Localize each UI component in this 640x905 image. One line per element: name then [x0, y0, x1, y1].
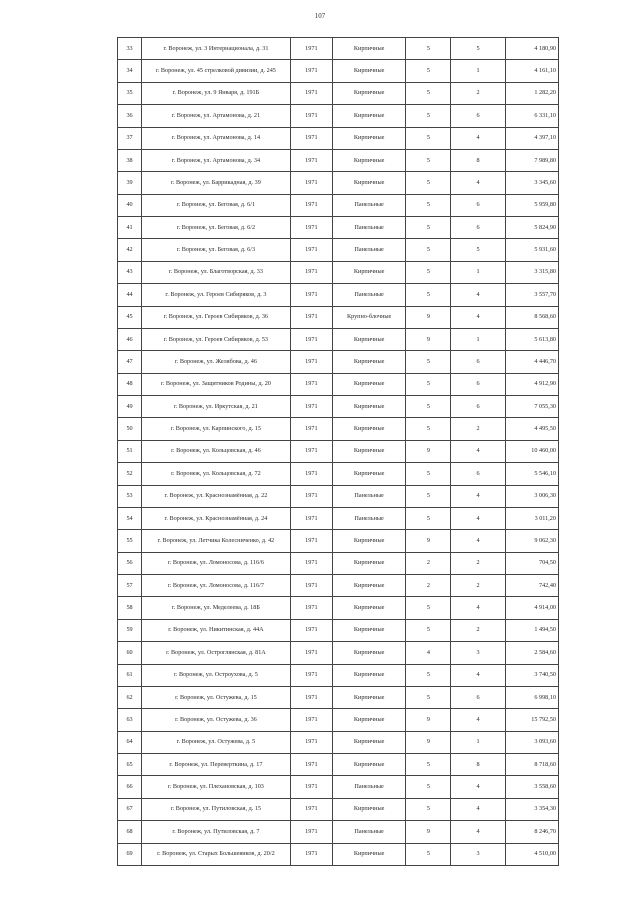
entrances-cell: 4: [451, 664, 505, 686]
wall-material-cell: Кирпичные: [332, 328, 405, 350]
address-cell: г. Воронеж, ул. Остужева, д. 5: [142, 731, 291, 753]
entrances-cell: 3: [451, 843, 505, 865]
row-number: 39: [118, 172, 142, 194]
table-row: [118, 38, 559, 60]
row-number: 48: [118, 373, 142, 395]
address-cell: г. Воронеж, ул. 45 стрелковой дивизии, д. 245: [142, 60, 291, 82]
row-number: 46: [118, 328, 142, 350]
year-cell: 1971: [290, 217, 332, 239]
area-cell: 6 331,10: [505, 105, 558, 127]
floors-cell: 5: [406, 127, 451, 149]
entrances-cell: 6: [451, 463, 505, 485]
table-row: [118, 440, 559, 462]
table-row: [118, 485, 559, 507]
year-cell: 1971: [290, 351, 332, 373]
year-cell: 1971: [290, 60, 332, 82]
entrances-cell: 2: [451, 619, 505, 641]
row-number: 57: [118, 575, 142, 597]
entrances-cell: 1: [451, 328, 505, 350]
floors-cell: 5: [406, 664, 451, 686]
floors-cell: 5: [406, 396, 451, 418]
floors-cell: 5: [406, 217, 451, 239]
row-number: 45: [118, 306, 142, 328]
floors-cell: 9: [406, 328, 451, 350]
year-cell: 1971: [290, 798, 332, 820]
row-number: 35: [118, 82, 142, 104]
area-cell: 3 558,60: [505, 776, 558, 798]
address-cell: г. Воронеж, ул. Остужева, д. 15: [142, 686, 291, 708]
floors-cell: 5: [406, 686, 451, 708]
floors-cell: 5: [406, 597, 451, 619]
floors-cell: 2: [406, 575, 451, 597]
row-number: 37: [118, 127, 142, 149]
year-cell: 1971: [290, 485, 332, 507]
area-cell: 4 397,10: [505, 127, 558, 149]
wall-material-cell: Панельные: [332, 194, 405, 216]
year-cell: 1971: [290, 754, 332, 776]
year-cell: 1971: [290, 149, 332, 171]
address-cell: г. Воронеж, ул. Защитников Родины, д. 20: [142, 373, 291, 395]
table-row: [118, 127, 559, 149]
table-row: [118, 642, 559, 664]
year-cell: 1971: [290, 507, 332, 529]
floors-cell: 5: [406, 507, 451, 529]
year-cell: 1971: [290, 575, 332, 597]
table-row: [118, 105, 559, 127]
wall-material-cell: Кирпичные: [332, 38, 405, 60]
entrances-cell: 6: [451, 686, 505, 708]
entrances-cell: 6: [451, 373, 505, 395]
address-cell: г. Воронеж, ул. Ломоносова, д. 116/6: [142, 552, 291, 574]
wall-material-cell: Кирпичные: [332, 172, 405, 194]
year-cell: 1971: [290, 843, 332, 865]
address-cell: г. Воронеж, ул. Путиловская, д. 15: [142, 798, 291, 820]
address-cell: г. Воронеж, ул. Краснознамённая, д. 22: [142, 485, 291, 507]
area-cell: 9 062,30: [505, 530, 558, 552]
wall-material-cell: Кирпичные: [332, 686, 405, 708]
entrances-cell: 6: [451, 194, 505, 216]
area-cell: 10 460,00: [505, 440, 558, 462]
area-cell: 5 824,90: [505, 217, 558, 239]
address-cell: г. Воронеж, ул. Героев Сибиряков, д. 36: [142, 306, 291, 328]
year-cell: 1971: [290, 597, 332, 619]
area-cell: 4 180,90: [505, 38, 558, 60]
address-cell: г. Воронеж, ул. Остроухова, д. 5: [142, 664, 291, 686]
address-cell: г. Воронеж, ул. Героев Сибиряков, д. 53: [142, 328, 291, 350]
row-number: 42: [118, 239, 142, 261]
floors-cell: 5: [406, 619, 451, 641]
entrances-cell: 6: [451, 217, 505, 239]
entrances-cell: 4: [451, 597, 505, 619]
area-cell: 3 011,20: [505, 507, 558, 529]
entrances-cell: 4: [451, 127, 505, 149]
floors-cell: 9: [406, 440, 451, 462]
address-cell: г. Воронеж, ул. 9 Января, д. 191Б: [142, 82, 291, 104]
wall-material-cell: Кирпичные: [332, 619, 405, 641]
area-cell: 3 740,50: [505, 664, 558, 686]
address-cell: г. Воронеж, ул. Кольцовская, д. 72: [142, 463, 291, 485]
floors-cell: 5: [406, 463, 451, 485]
entrances-cell: 4: [451, 440, 505, 462]
wall-material-cell: Панельные: [332, 239, 405, 261]
table-row: [118, 552, 559, 574]
entrances-cell: 1: [451, 60, 505, 82]
wall-material-cell: Кирпичные: [332, 798, 405, 820]
floors-cell: 5: [406, 754, 451, 776]
year-cell: 1971: [290, 194, 332, 216]
area-cell: 704,50: [505, 552, 558, 574]
wall-material-cell: Кирпичные: [332, 731, 405, 753]
row-number: 56: [118, 552, 142, 574]
address-cell: г. Воронеж, ул. Остроглянская, д. 81А: [142, 642, 291, 664]
wall-material-cell: Панельные: [332, 284, 405, 306]
row-number: 38: [118, 149, 142, 171]
address-cell: г. Воронеж, ул. Переверткина, д. 17: [142, 754, 291, 776]
entrances-cell: 1: [451, 731, 505, 753]
wall-material-cell: Кирпичные: [332, 754, 405, 776]
entrances-cell: 2: [451, 575, 505, 597]
address-cell: г. Воронеж, ул. Беговая, д. 6/3: [142, 239, 291, 261]
table-row: [118, 351, 559, 373]
address-cell: г. Воронеж, ул. Старых Большевиков, д. 20/2: [142, 843, 291, 865]
wall-material-cell: Кирпичные: [332, 60, 405, 82]
row-number: 49: [118, 396, 142, 418]
table-row: [118, 239, 559, 261]
table-body: [118, 38, 559, 866]
row-number: 41: [118, 217, 142, 239]
area-cell: 8 718,60: [505, 754, 558, 776]
wall-material-cell: Кирпичные: [332, 373, 405, 395]
table-row: [118, 619, 559, 641]
area-cell: 3 006,30: [505, 485, 558, 507]
year-cell: 1971: [290, 709, 332, 731]
table-row: [118, 328, 559, 350]
year-cell: 1971: [290, 686, 332, 708]
wall-material-cell: Кирпичные: [332, 575, 405, 597]
entrances-cell: 4: [451, 172, 505, 194]
floors-cell: 9: [406, 306, 451, 328]
wall-material-cell: Панельные: [332, 776, 405, 798]
entrances-cell: 4: [451, 530, 505, 552]
address-cell: г. Воронеж, ул. Краснознамённая, д. 24: [142, 507, 291, 529]
year-cell: 1971: [290, 463, 332, 485]
area-cell: 1 282,20: [505, 82, 558, 104]
entrances-cell: 6: [451, 351, 505, 373]
row-number: 44: [118, 284, 142, 306]
row-number: 61: [118, 664, 142, 686]
table-row: [118, 843, 559, 865]
row-number: 50: [118, 418, 142, 440]
row-number: 40: [118, 194, 142, 216]
entrances-cell: 5: [451, 239, 505, 261]
entrances-cell: 4: [451, 306, 505, 328]
address-cell: г. Воронеж, ул. Меделеева, д. 18Б: [142, 597, 291, 619]
entrances-cell: 4: [451, 776, 505, 798]
area-cell: 5 959,80: [505, 194, 558, 216]
floors-cell: 9: [406, 731, 451, 753]
area-cell: 7 989,80: [505, 149, 558, 171]
entrances-cell: 6: [451, 396, 505, 418]
wall-material-cell: Кирпичные: [332, 709, 405, 731]
table-row: [118, 172, 559, 194]
area-cell: 4 914,00: [505, 597, 558, 619]
floors-cell: 5: [406, 843, 451, 865]
floors-cell: 9: [406, 821, 451, 843]
entrances-cell: 2: [451, 552, 505, 574]
address-cell: г. Воронеж, ул. Плехановская, д. 103: [142, 776, 291, 798]
floors-cell: 5: [406, 172, 451, 194]
floors-cell: 5: [406, 82, 451, 104]
row-number: 66: [118, 776, 142, 798]
address-cell: г. Воронеж, ул. 3 Интернационала, д. 31: [142, 38, 291, 60]
row-number: 63: [118, 709, 142, 731]
address-cell: г. Воронеж, ул. Артамонова, д. 21: [142, 105, 291, 127]
entrances-cell: 1: [451, 261, 505, 283]
entrances-cell: 4: [451, 709, 505, 731]
year-cell: 1971: [290, 105, 332, 127]
year-cell: 1971: [290, 396, 332, 418]
floors-cell: 5: [406, 485, 451, 507]
year-cell: 1971: [290, 127, 332, 149]
year-cell: 1971: [290, 328, 332, 350]
floors-cell: 5: [406, 105, 451, 127]
year-cell: 1971: [290, 619, 332, 641]
row-number: 55: [118, 530, 142, 552]
area-cell: 3 345,60: [505, 172, 558, 194]
wall-material-cell: Кирпичные: [332, 261, 405, 283]
area-cell: 5 546,10: [505, 463, 558, 485]
wall-material-cell: Кирпичные: [332, 105, 405, 127]
row-number: 51: [118, 440, 142, 462]
year-cell: 1971: [290, 38, 332, 60]
table-row: [118, 396, 559, 418]
year-cell: 1971: [290, 664, 332, 686]
area-cell: 4 446,70: [505, 351, 558, 373]
address-cell: г. Воронеж, ул. Баррикадная, д. 39: [142, 172, 291, 194]
address-cell: г. Воронеж, ул. Героев Сибиряков, д. 3: [142, 284, 291, 306]
floors-cell: 5: [406, 373, 451, 395]
table-row: [118, 373, 559, 395]
table-row: [118, 194, 559, 216]
floors-cell: 5: [406, 418, 451, 440]
wall-material-cell: Панельные: [332, 485, 405, 507]
entrances-cell: 4: [451, 507, 505, 529]
row-number: 43: [118, 261, 142, 283]
wall-material-cell: Панельные: [332, 507, 405, 529]
entrances-cell: 8: [451, 754, 505, 776]
address-cell: г. Воронеж, ул. Благотворская, д. 33: [142, 261, 291, 283]
year-cell: 1971: [290, 530, 332, 552]
area-cell: 7 055,30: [505, 396, 558, 418]
table-row: [118, 306, 559, 328]
floors-cell: 5: [406, 149, 451, 171]
wall-material-cell: Панельные: [332, 217, 405, 239]
year-cell: 1971: [290, 821, 332, 843]
area-cell: 8 246,70: [505, 821, 558, 843]
table-row: [118, 686, 559, 708]
entrances-cell: 5: [451, 38, 505, 60]
table-row: [118, 709, 559, 731]
floors-cell: 5: [406, 798, 451, 820]
table-row: [118, 664, 559, 686]
entrances-cell: 3: [451, 642, 505, 664]
area-cell: 1 494,50: [505, 619, 558, 641]
floors-cell: 5: [406, 776, 451, 798]
wall-material-cell: Панельные: [332, 821, 405, 843]
wall-material-cell: Кирпичные: [332, 396, 405, 418]
table-row: [118, 463, 559, 485]
table-row: [118, 530, 559, 552]
table-row: [118, 821, 559, 843]
wall-material-cell: Кирпичные: [332, 552, 405, 574]
row-number: 58: [118, 597, 142, 619]
row-number: 69: [118, 843, 142, 865]
row-number: 64: [118, 731, 142, 753]
entrances-cell: 4: [451, 485, 505, 507]
floors-cell: 5: [406, 38, 451, 60]
wall-material-cell: Кирпичные: [332, 82, 405, 104]
wall-material-cell: Кирпичные: [332, 418, 405, 440]
year-cell: 1971: [290, 239, 332, 261]
entrances-cell: 4: [451, 821, 505, 843]
row-number: 52: [118, 463, 142, 485]
area-cell: 6 998,10: [505, 686, 558, 708]
floors-cell: 5: [406, 284, 451, 306]
year-cell: 1971: [290, 261, 332, 283]
floors-cell: 2: [406, 552, 451, 574]
floors-cell: 5: [406, 351, 451, 373]
floors-cell: 5: [406, 239, 451, 261]
year-cell: 1971: [290, 642, 332, 664]
table-row: [118, 60, 559, 82]
wall-material-cell: Крупно-блочные: [332, 306, 405, 328]
table-row: [118, 261, 559, 283]
housing-registry-table: [117, 37, 559, 866]
table-row: [118, 597, 559, 619]
wall-material-cell: Кирпичные: [332, 440, 405, 462]
table-row: [118, 575, 559, 597]
year-cell: 1971: [290, 776, 332, 798]
floors-cell: 4: [406, 642, 451, 664]
entrances-cell: 4: [451, 798, 505, 820]
row-number: 68: [118, 821, 142, 843]
year-cell: 1971: [290, 306, 332, 328]
table-row: [118, 507, 559, 529]
area-cell: 742,40: [505, 575, 558, 597]
table-row: [118, 776, 559, 798]
area-cell: 4 495,50: [505, 418, 558, 440]
wall-material-cell: Кирпичные: [332, 463, 405, 485]
floors-cell: 5: [406, 194, 451, 216]
area-cell: 3 093,60: [505, 731, 558, 753]
area-cell: 3 557,70: [505, 284, 558, 306]
row-number: 47: [118, 351, 142, 373]
area-cell: 4 912,90: [505, 373, 558, 395]
row-number: 34: [118, 60, 142, 82]
table-row: [118, 754, 559, 776]
year-cell: 1971: [290, 418, 332, 440]
row-number: 33: [118, 38, 142, 60]
row-number: 65: [118, 754, 142, 776]
area-cell: 5 931,60: [505, 239, 558, 261]
table-row: [118, 798, 559, 820]
wall-material-cell: Кирпичные: [332, 642, 405, 664]
year-cell: 1971: [290, 552, 332, 574]
row-number: 60: [118, 642, 142, 664]
year-cell: 1971: [290, 731, 332, 753]
table-row: [118, 418, 559, 440]
address-cell: г. Воронеж, ул. Беговая, д. 6/2: [142, 217, 291, 239]
address-cell: г. Воронеж, ул. Артамонова, д. 34: [142, 149, 291, 171]
floors-cell: 5: [406, 261, 451, 283]
address-cell: г. Воронеж, ул. Ломоносова, д. 116/7: [142, 575, 291, 597]
address-cell: г. Воронеж, ул. Беговая, д. 6/1: [142, 194, 291, 216]
year-cell: 1971: [290, 373, 332, 395]
address-cell: г. Воронеж, ул. Летчика Колесниченко, д. 42: [142, 530, 291, 552]
table-row: [118, 731, 559, 753]
row-number: 59: [118, 619, 142, 641]
year-cell: 1971: [290, 440, 332, 462]
wall-material-cell: Кирпичные: [332, 664, 405, 686]
table-row: [118, 217, 559, 239]
floors-cell: 9: [406, 530, 451, 552]
floors-cell: 9: [406, 709, 451, 731]
year-cell: 1971: [290, 284, 332, 306]
wall-material-cell: Кирпичные: [332, 597, 405, 619]
area-cell: 5 613,80: [505, 328, 558, 350]
wall-material-cell: Кирпичные: [332, 127, 405, 149]
row-number: 54: [118, 507, 142, 529]
address-cell: г. Воронеж, ул. Иркутская, д. 21: [142, 396, 291, 418]
address-cell: г. Воронеж, ул. Артамонова, д. 14: [142, 127, 291, 149]
table-row: [118, 284, 559, 306]
wall-material-cell: Кирпичные: [332, 530, 405, 552]
address-cell: г. Воронеж, ул. Кольцовская, д. 46: [142, 440, 291, 462]
area-cell: 4 161,10: [505, 60, 558, 82]
row-number: 62: [118, 686, 142, 708]
page-number: 107: [314, 12, 326, 20]
entrances-cell: 4: [451, 284, 505, 306]
row-number: 36: [118, 105, 142, 127]
row-number: 53: [118, 485, 142, 507]
table-row: [118, 149, 559, 171]
year-cell: 1971: [290, 82, 332, 104]
table-row: [118, 82, 559, 104]
entrances-cell: 8: [451, 149, 505, 171]
entrances-cell: 6: [451, 105, 505, 127]
area-cell: 2 584,60: [505, 642, 558, 664]
area-cell: 8 568,60: [505, 306, 558, 328]
entrances-cell: 2: [451, 82, 505, 104]
floors-cell: 5: [406, 60, 451, 82]
row-number: 67: [118, 798, 142, 820]
wall-material-cell: Кирпичные: [332, 351, 405, 373]
address-cell: г. Воронеж, ул. Путиловская, д. 7: [142, 821, 291, 843]
area-cell: 4 510,00: [505, 843, 558, 865]
year-cell: 1971: [290, 172, 332, 194]
area-cell: 3 315,80: [505, 261, 558, 283]
area-cell: 3 354,30: [505, 798, 558, 820]
address-cell: г. Воронеж, ул. Никитинская, д. 44А: [142, 619, 291, 641]
address-cell: г. Воронеж, ул. Остужева, д. 36: [142, 709, 291, 731]
wall-material-cell: Кирпичные: [332, 149, 405, 171]
wall-material-cell: Кирпичные: [332, 843, 405, 865]
address-cell: г. Воронеж, ул. Желябова, д. 46: [142, 351, 291, 373]
address-cell: г. Воронеж, ул. Карпинского, д. 15: [142, 418, 291, 440]
area-cell: 15 792,50: [505, 709, 558, 731]
entrances-cell: 2: [451, 418, 505, 440]
